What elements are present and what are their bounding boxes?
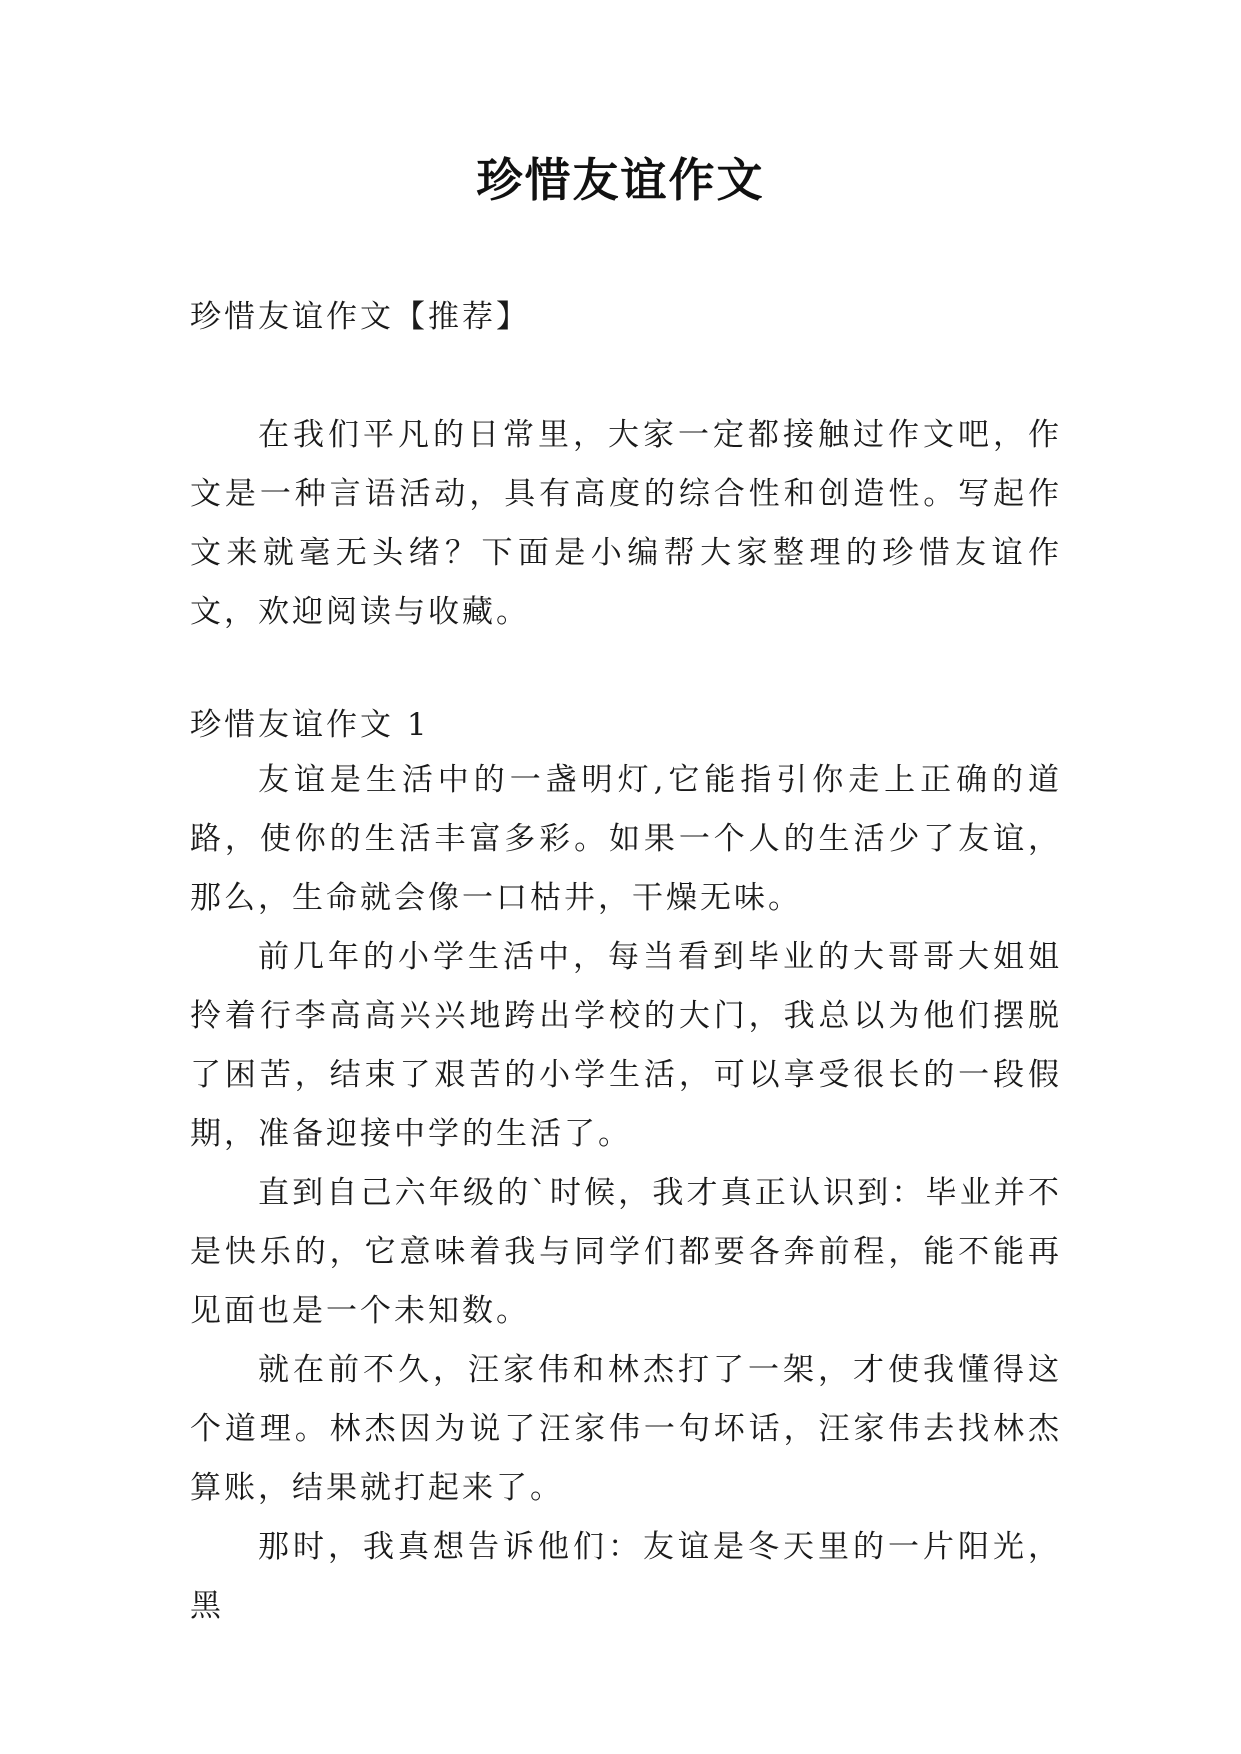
section-heading: 珍惜友谊作文 1 (190, 707, 430, 743)
essay-body (190, 751, 1062, 1636)
body-paragraph: 那时，我真想告诉他们：友谊是冬天里的一片阳光，黑 (190, 1529, 1062, 1624)
body-paragraph: 直到自己六年级的`时候，我才真正认识到：毕业并不是快乐的，它意味着我与同学们都要各奔前程，能不能再见面也是一个未知数。 (190, 1175, 1062, 1329)
intro-paragraph: 在我们平凡的日常里，大家一定都接触过作文吧，作文是一种言语活动，具有高度的综合性和创造性。写起作文来就毫无头绪？下面是小编帮大家整理的珍惜友谊作文，欢迎阅读与收藏。 (190, 417, 1062, 630)
document-subtitle: 珍惜友谊作文【推荐】 (190, 299, 530, 335)
body-paragraph: 前几年的小学生活中，每当看到毕业的大哥哥大姐姐拎着行李高高兴兴地跨出学校的大门，我总以为他们摆脱了困苦，结束了艰苦的小学生活，可以享受很长的一段假期，准备迎接中学的生活了。 (190, 939, 1062, 1152)
body-paragraph: 友谊是生活中的一盏明灯,它能指引你走上正确的道路，使你的生活丰富多彩。如果一个人的生活少了友谊，那么，生命就会像一口枯井，干燥无味。 (190, 762, 1062, 916)
document-title: 珍惜友谊作文 (476, 153, 765, 207)
body-paragraph: 就在前不久，汪家伟和林杰打了一架，才使我懂得这个道理。林杰因为说了汪家伟一句坏话，汪家伟去找林杰算账，结果就打起来了。 (190, 1352, 1062, 1506)
intro-section (190, 406, 1062, 642)
